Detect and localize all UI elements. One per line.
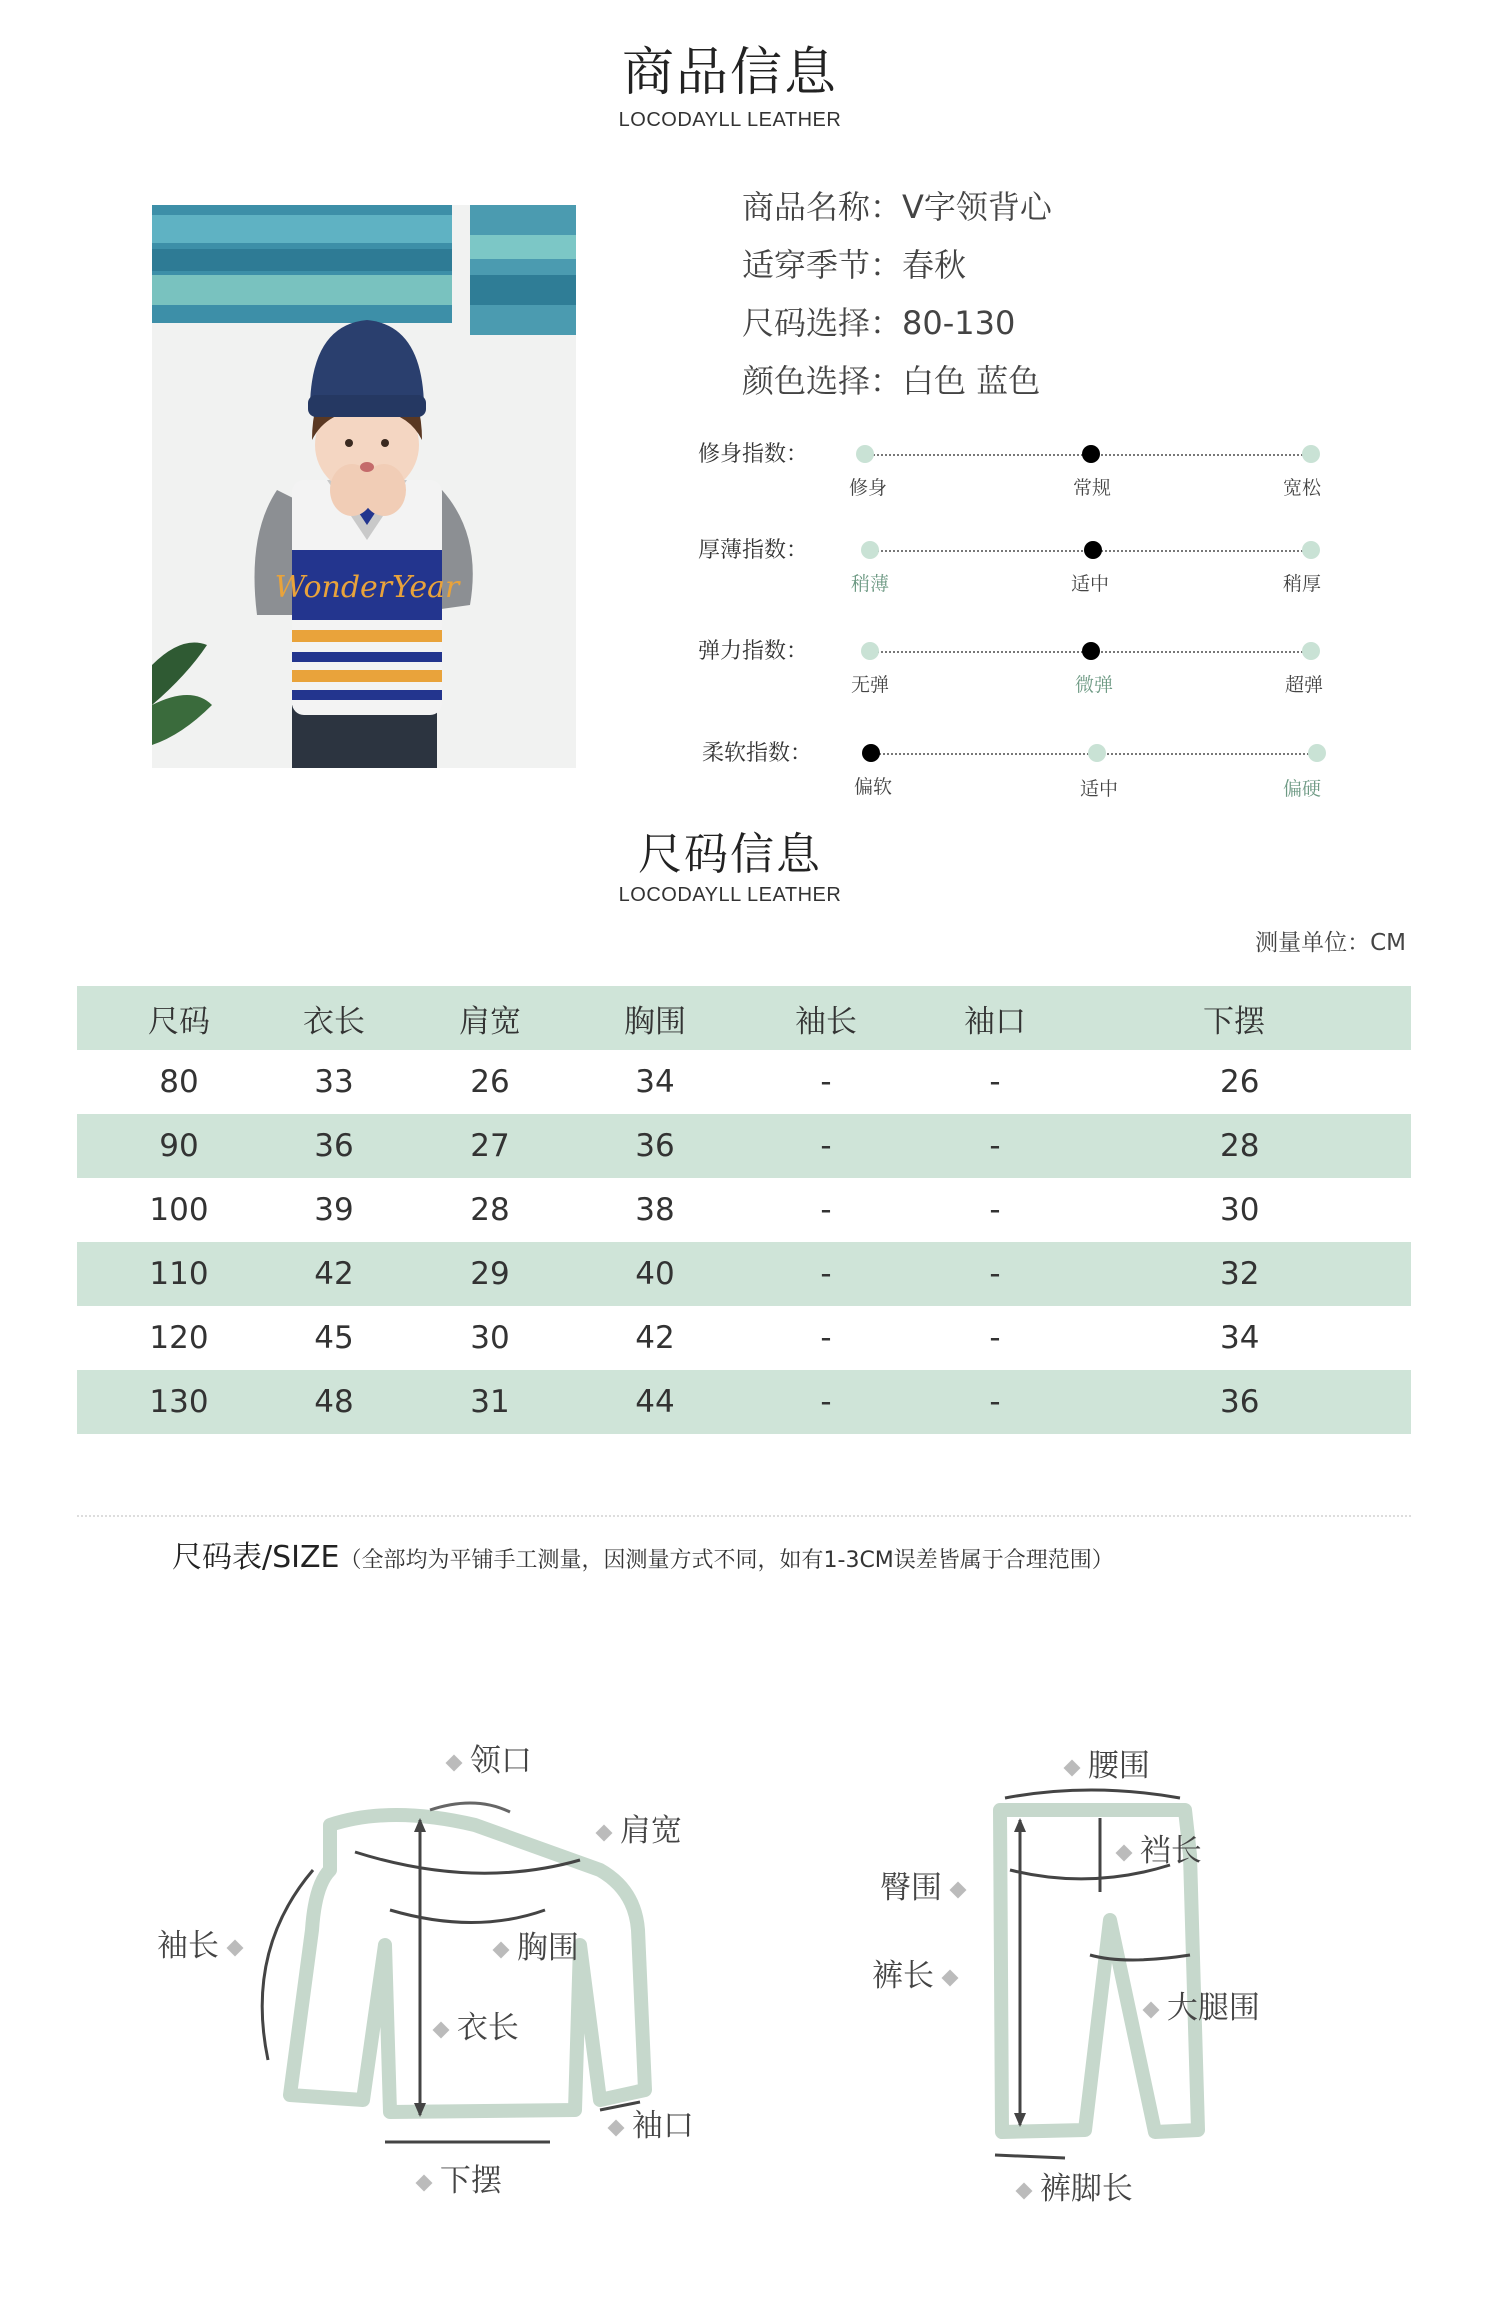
diamond-icon [446, 1754, 463, 1771]
table-cell: 30 [1220, 1192, 1260, 1228]
label-thigh [1145, 1982, 1260, 2027]
table-cell: 36 [314, 1128, 354, 1164]
label-sleeve [157, 1920, 241, 1965]
table-cell: 40 [635, 1256, 675, 1292]
label-text: 裤脚长 [1039, 2171, 1133, 2207]
table-row [77, 1370, 1411, 1434]
scale-option: 无弹 [850, 674, 889, 696]
scale-option: 宽松 [1282, 477, 1321, 499]
diamond-icon [493, 1941, 510, 1958]
scale-option: 适中 [1079, 778, 1118, 800]
info-value: V字领背心 [902, 188, 1052, 226]
table-cell: - [989, 1128, 1001, 1164]
table-cell: 30 [470, 1320, 510, 1356]
info-line-size [742, 298, 1015, 344]
sweater-text: WonderYear [274, 570, 460, 605]
scale-option: 稍厚 [1282, 573, 1321, 595]
table-cell: - [989, 1320, 1001, 1356]
scale-dot-selected [862, 744, 880, 762]
size-note-detail: （全部均为平铺手工测量，因测量方式不同，如有1-3CM误差皆属于合理范围） [339, 1548, 1114, 1573]
table-cell: 38 [635, 1192, 675, 1228]
col-header: 袖口 [964, 1003, 1026, 1040]
label-text: 衣长 [456, 2010, 519, 2046]
scale-option: 偏硬 [1282, 778, 1321, 800]
label-text: 袖长 [157, 1928, 219, 1964]
table-cell: 130 [149, 1384, 209, 1420]
table-cell: 31 [470, 1384, 510, 1420]
scale-dot [1302, 541, 1320, 559]
label-leg-opening [1018, 2163, 1133, 2208]
label-waist [1066, 1740, 1150, 1785]
label-text: 大腿围 [1166, 1990, 1260, 2026]
scale-dot [1302, 445, 1320, 463]
label-pants-length [872, 1950, 956, 1995]
size-section-subtitle: LOCODAYLL LEATHER [618, 884, 842, 906]
scale-dot [856, 445, 874, 463]
label-neck [448, 1735, 532, 1780]
table-cell: 48 [314, 1384, 354, 1420]
table-row [77, 1114, 1411, 1178]
table-cell: 42 [314, 1256, 354, 1292]
scale-dot [1088, 744, 1106, 762]
table-cell: 26 [1220, 1064, 1260, 1100]
table-cell: 32 [1220, 1256, 1260, 1292]
col-header: 下摆 [1203, 1003, 1265, 1040]
diamond-icon [949, 1881, 966, 1898]
label-chest [495, 1922, 579, 1967]
size-section-title: 尺码信息 [638, 829, 822, 880]
scale-dot [861, 642, 879, 660]
scale-label-softness: 柔软指数： [702, 741, 813, 766]
table-cell: - [989, 1256, 1001, 1292]
scale-label-thickness: 厚薄指数： [698, 538, 809, 563]
table-row [77, 1242, 1411, 1306]
diamond-icon [608, 2119, 625, 2136]
scale-option: 修身 [848, 477, 887, 499]
table-cell: 34 [635, 1064, 675, 1100]
child-model-image [152, 205, 576, 768]
size-section-header [0, 818, 1460, 907]
table-header-row [77, 986, 1411, 1050]
table-cell: 28 [470, 1192, 510, 1228]
label-text: 臀围 [880, 1870, 942, 1906]
diamond-icon [1016, 2182, 1033, 2199]
diamond-icon [1116, 1844, 1133, 1861]
info-label: 适穿季节： [742, 246, 903, 284]
info-line-name [742, 182, 1052, 228]
col-header: 衣长 [303, 1003, 365, 1040]
scale-option: 适中 [1070, 573, 1109, 595]
table-cell: 28 [1220, 1128, 1260, 1164]
info-value: 春秋 [902, 246, 967, 284]
col-header: 尺码 [148, 1003, 210, 1040]
page-title: 商品信息 [621, 43, 838, 103]
table-cell: 44 [635, 1384, 675, 1420]
table-row [77, 1306, 1411, 1370]
label-text: 肩宽 [619, 1813, 682, 1849]
diamond-icon [226, 1939, 243, 1956]
diamond-icon [941, 1969, 958, 1986]
table-cell: - [820, 1128, 832, 1164]
label-text: 袖口 [631, 2108, 694, 2144]
table-cell: 36 [1220, 1384, 1260, 1420]
scale-dot-selected [1082, 445, 1100, 463]
info-line-color [742, 356, 1040, 402]
info-value: 80-130 [902, 304, 1016, 342]
table-cell: 39 [314, 1192, 354, 1228]
label-rise [1118, 1825, 1202, 1870]
scale-option: 超弹 [1284, 674, 1323, 696]
measure-unit: 测量单位：CM [1255, 930, 1406, 956]
scale-dot-selected [1084, 541, 1102, 559]
info-label: 颜色选择： [742, 362, 903, 400]
scale-dot [1308, 744, 1326, 762]
table-cell: - [820, 1192, 832, 1228]
col-header: 袖长 [795, 1003, 857, 1040]
col-header: 胸围 [624, 1003, 686, 1040]
label-hem [418, 2155, 502, 2200]
header [0, 30, 1460, 132]
table-cell: 100 [149, 1192, 209, 1228]
scale-option: 常规 [1072, 477, 1111, 499]
table-cell: 34 [1220, 1320, 1260, 1356]
table-cell: 120 [149, 1320, 209, 1356]
label-text: 裆长 [1139, 1833, 1202, 1869]
table-cell: 33 [314, 1064, 354, 1100]
table-cell: 36 [635, 1128, 675, 1164]
label-shoulder [598, 1805, 682, 1850]
table-cell: - [820, 1064, 832, 1100]
scale-option: 微弹 [1074, 674, 1113, 696]
size-note-main: 尺码表/SIZE [172, 1540, 340, 1575]
label-text: 下摆 [439, 2163, 502, 2199]
info-value: 白色 蓝色 [902, 362, 1041, 400]
divider [77, 1515, 1411, 1517]
info-label: 尺码选择： [742, 304, 903, 342]
size-note [172, 1532, 1114, 1576]
table-cell: 27 [470, 1128, 510, 1164]
table-cell: 42 [635, 1320, 675, 1356]
info-line-season [742, 240, 966, 286]
table-cell: 45 [314, 1320, 354, 1356]
table-cell: 80 [159, 1064, 199, 1100]
table-cell: 29 [470, 1256, 510, 1292]
table-cell: - [989, 1384, 1001, 1420]
table-cell: 26 [470, 1064, 510, 1100]
label-cuff [610, 2100, 694, 2145]
diamond-icon [416, 2174, 433, 2191]
table-row [77, 1178, 1411, 1242]
table-cell: - [989, 1064, 1001, 1100]
label-text: 胸围 [516, 1930, 579, 1966]
scale-label-stretch: 弹力指数： [698, 639, 809, 664]
scale-dot [1302, 642, 1320, 660]
scale-dot-selected [1082, 642, 1100, 660]
table-cell: - [989, 1192, 1001, 1228]
label-hip [880, 1862, 964, 1907]
label-text: 腰围 [1087, 1748, 1150, 1784]
col-header: 肩宽 [459, 1003, 521, 1040]
scale-dot [861, 541, 879, 559]
scale-option: 偏软 [853, 776, 892, 798]
diamond-icon [433, 2021, 450, 2038]
size-table [77, 986, 1411, 1434]
scale-label-fit: 修身指数： [698, 442, 809, 467]
diamond-icon [1064, 1759, 1081, 1776]
scale-option: 稍薄 [850, 573, 889, 595]
label-text: 领口 [469, 1743, 532, 1779]
table-row [77, 1050, 1411, 1114]
page-subtitle: LOCODAYLL LEATHER [618, 109, 842, 131]
diamond-icon [1143, 2001, 1160, 2018]
table-cell: - [820, 1384, 832, 1420]
label-text: 裤长 [872, 1958, 934, 1994]
table-cell: - [820, 1256, 832, 1292]
product-photo [152, 205, 576, 768]
table-cell: 90 [159, 1128, 199, 1164]
info-label: 商品名称： [742, 188, 903, 226]
table-cell: 110 [149, 1256, 209, 1292]
diamond-icon [596, 1824, 613, 1841]
label-length [435, 2002, 519, 2047]
table-cell: - [820, 1320, 832, 1356]
